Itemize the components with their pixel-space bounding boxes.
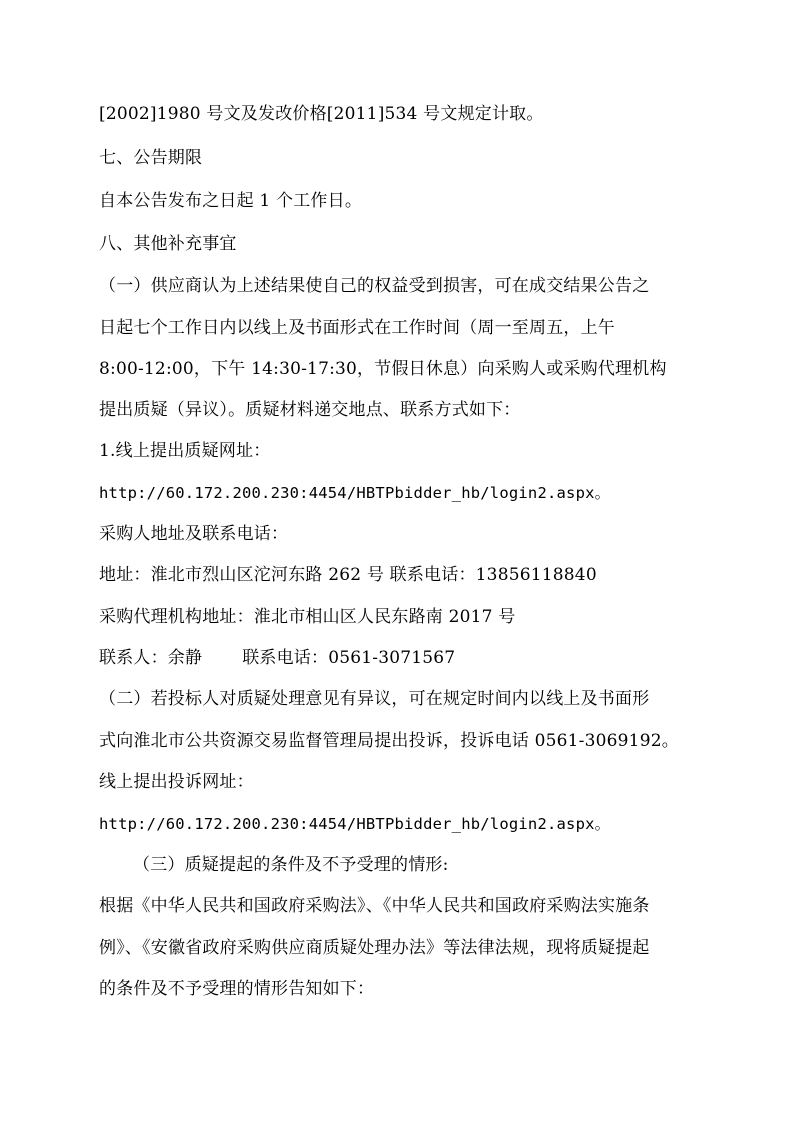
text-line: [2002]1980 号文及发改价格[2011]534 号文规定计取。 (99, 104, 544, 124)
purchaser-contact: 地址：淮北市烈山区沱河东路 262 号 联系电话：13856118840 (99, 565, 597, 585)
text-line: 日起七个工作日内以线上及书面形式在工作时间（周一至周五，上午 (99, 318, 615, 338)
appeal-url: http://60.172.200.230:4454/HBTPbidder_hb/login2.aspx。 (99, 815, 611, 833)
agency-contact: 联系人：余静 联系电话：0561-3071567 (99, 648, 456, 668)
complaint-url: http://60.172.200.230:4454/HBTPbidder_hb/login2.aspx。 (99, 484, 611, 502)
section-heading: 七、公告期限 (99, 148, 203, 168)
agency-address: 采购代理机构地址：淮北市相山区人民东路南 2017 号 (99, 607, 516, 627)
text-line: 提出质疑（异议）。质疑材料递交地点、联系方式如下： (99, 400, 521, 420)
text-line: 根据《中华人民共和国政府采购法》、《中华人民共和国政府采购法实施条 (99, 896, 650, 916)
text-line: （一）供应商认为上述结果使自己的权益受到损害，可在成交结果公告之 (99, 276, 650, 296)
text-line: 采购人地址及联系电话： (99, 524, 289, 544)
text-line: 式向淮北市公共资源交易监督管理局提出投诉，投诉电话 0561-3069192。 (99, 731, 679, 751)
text-line: 1.线上提出质疑网址： (99, 441, 271, 461)
text-line: 自本公告发布之日起 1 个工作日。 (99, 191, 363, 211)
text-line: 8:00-12:00，下午 14:30-17:30，节假日休息）向采购人或采购代理机构 (99, 359, 667, 379)
text-line: 例》、《安徽省政府采购供应商质疑处理办法》等法律法规，现将质疑提起 (99, 938, 650, 958)
text-line: 线上提出投诉网址： (99, 772, 254, 792)
section-heading: （三）质疑提起的条件及不予受理的情形: (133, 855, 449, 875)
text-line: 的条件及不予受理的情形告知如下： (99, 979, 375, 999)
text-line: （二）若投标人对质疑处理意见有异议，可在规定时间内以线上及书面形 (99, 689, 650, 709)
section-heading: 八、其他补充事宜 (99, 234, 237, 254)
